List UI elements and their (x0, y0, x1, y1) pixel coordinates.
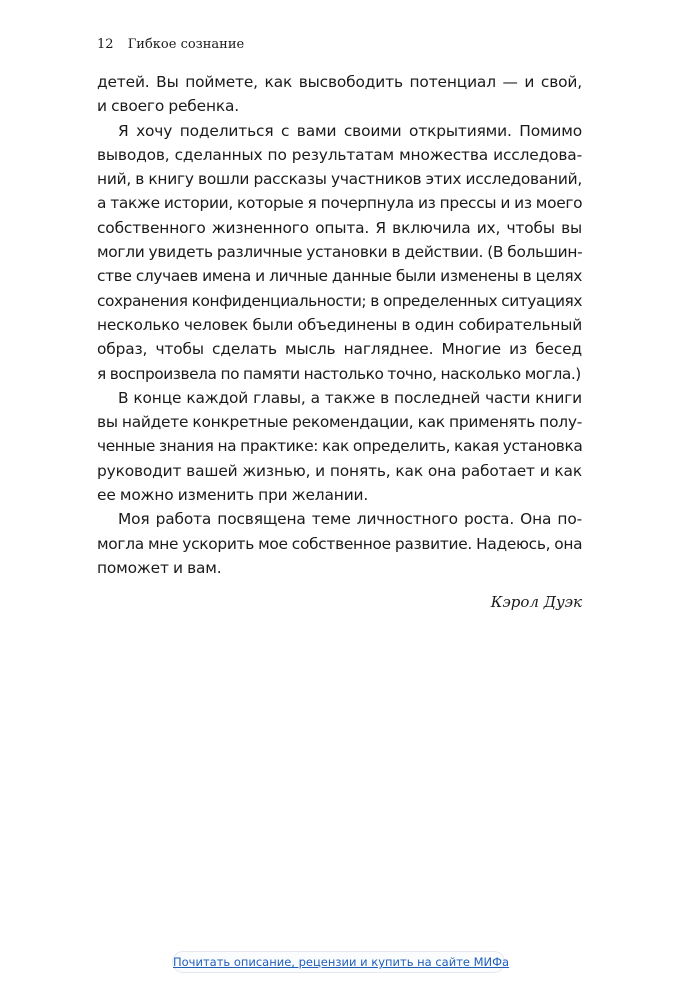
text-line: Моя работа посвящена теме личностного роста. Она по- (118, 510, 582, 529)
text-line: В конце каждой главы, а также в последней части книги (118, 388, 582, 407)
page-number: 12 (97, 37, 114, 52)
text-line: вы найдете конкретные рекомендации, как применять полу- (97, 413, 582, 432)
text-line: несколько человек были объединены в один собирательный (97, 315, 582, 334)
text-line: поможет и вам. (97, 558, 222, 577)
text-line: руководит вашей жизнью, и понять, как она работает и как (97, 461, 582, 480)
text-line: образ, чтобы сделать мысль нагляднее. Многие из бесед (97, 340, 582, 359)
body-text (97, 70, 582, 614)
text-line: могли увидеть различные установки в действии. (В большин- (97, 243, 583, 262)
text-line: ченные знания на практике: как определить, какая установка (97, 437, 583, 456)
running-title: Гибкое сознание (127, 37, 245, 52)
text-line: и своего ребенка. (97, 97, 240, 116)
store-link[interactable]: Почитать описание, рецензии и купить на сайте МИФа (172, 951, 505, 973)
author-signature: Кэрол Дуэк (490, 593, 582, 612)
paragraph (97, 70, 582, 119)
text-line: детей. Вы поймете, как высвободить потенциал — и свой, (97, 73, 582, 91)
text-line: сохранения конфиденциальности; в определенных ситуациях (97, 291, 582, 310)
text-line: ний, в книгу вошли рассказы участников этих исследований, (97, 170, 582, 189)
text-line: я воспроизвела по памяти настолько точно, насколько могла.) (97, 364, 581, 383)
text-line: ее можно изменить при желании. (97, 486, 369, 505)
text-line: Я хочу поделиться с вами своими открытиями. Помимо (118, 121, 582, 140)
text-line: стве случаев имена и личные данные были изменены в целях (97, 267, 582, 286)
text-line: а также истории, которые я почерпнула из прессы и из моего (97, 194, 583, 213)
text-line: выводов, сделанных по результатам множества исследова- (97, 145, 582, 164)
running-head (97, 37, 244, 52)
paragraph (97, 119, 582, 386)
paragraph (97, 386, 582, 507)
text-line: могла мне ускорить мое собственное развитие. Надеюсь, она (97, 534, 583, 553)
paragraph (97, 507, 582, 580)
text-line: собственного жизненного опыта. Я включила их, чтобы вы (97, 218, 582, 237)
